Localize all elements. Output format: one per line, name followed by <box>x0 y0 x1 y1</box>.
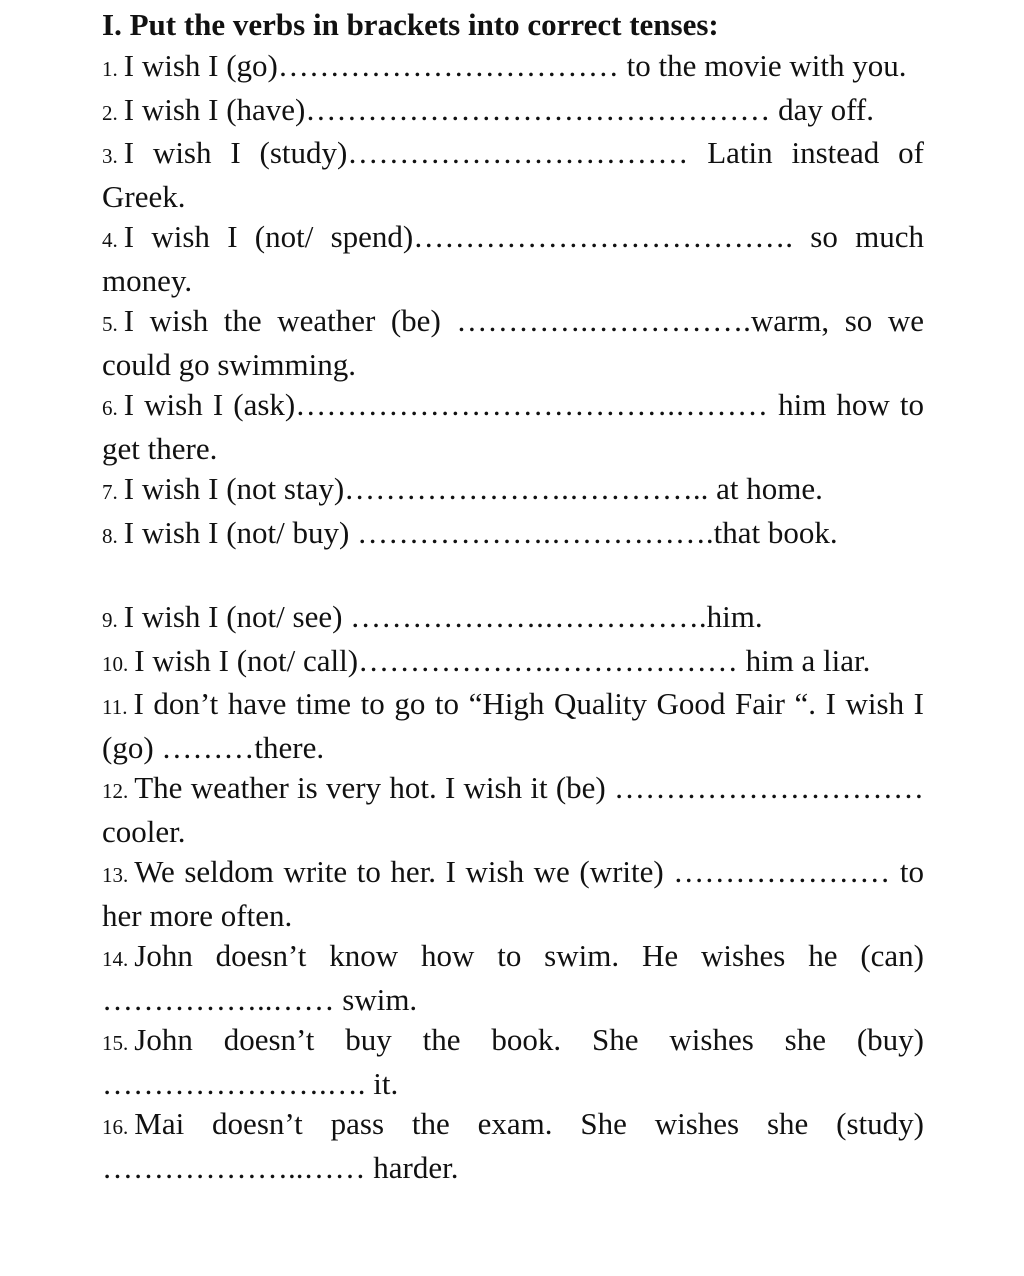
exercise-item-15 <box>102 1020 924 1104</box>
item-text: I wish the weather (be) ………….…………….warm, so we could go swimming. <box>102 303 924 382</box>
item-text: The weather is very hot. I wish it (be) ………………………… cooler. <box>102 770 924 849</box>
exercise-item-2 <box>102 90 924 134</box>
item-number: 1. <box>102 57 118 81</box>
exercise-item-6 <box>102 385 924 469</box>
exercise-item-10 <box>102 641 924 685</box>
item-number: 8. <box>102 523 118 548</box>
exercise-item-12 <box>102 768 924 852</box>
item-number: 2. <box>102 100 118 125</box>
item-number: 9. <box>102 608 118 632</box>
exercise-item-13 <box>102 852 924 936</box>
exercise-item-7 <box>102 469 924 513</box>
item-text: I wish I (not/ call)……………….……………… him a liar. <box>134 642 871 678</box>
exercise-item-1 <box>102 46 924 90</box>
item-text: John doesn’t know how to swim. He wishes he (can) ……………..…… swim. <box>102 938 924 1017</box>
item-text: Mai doesn’t pass the exam. She wishes she (study) ………………..…… harder. <box>102 1106 924 1185</box>
item-number: 4. <box>102 228 118 252</box>
item-number: 3. <box>102 144 118 168</box>
item-number: 6. <box>102 396 118 420</box>
item-number: 12. <box>102 779 129 803</box>
item-text: I wish I (study)…………………………… Latin instead of Greek. <box>102 135 924 214</box>
exercise-item-14 <box>102 936 924 1020</box>
item-text: John doesn’t buy the book. She wishes she (buy) ………………….…. it. <box>102 1022 924 1101</box>
item-text: I wish I (not/ buy) ……………….…………….that book. <box>123 514 838 550</box>
exercise-heading: I. Put the verbs in brackets into correct tenses: <box>102 7 719 42</box>
item-text: I wish I (ask)……………………………….……… him how to get there. <box>102 387 924 466</box>
item-number: 11. <box>102 695 128 719</box>
item-number: 15. <box>102 1031 129 1055</box>
exercise-item-11 <box>102 684 924 768</box>
item-number: 5. <box>102 312 118 336</box>
exercise-item-9 <box>102 597 924 641</box>
exercise-list <box>102 46 924 1188</box>
item-number: 16. <box>102 1115 129 1139</box>
item-number: 7. <box>102 480 118 504</box>
item-text: I wish I (not stay)………………….………….. at home. <box>123 471 823 506</box>
item-number: 10. <box>102 651 129 676</box>
exercise-item-4 <box>102 217 924 301</box>
item-text: I wish I (have)……………………………………… day off. <box>123 91 874 127</box>
item-text: I wish I (not/ spend)………………………………. so much money. <box>102 219 924 298</box>
exercise-item-16 <box>102 1104 924 1188</box>
exercise-item-5 <box>102 301 924 385</box>
exercise-item-8 <box>102 513 924 557</box>
item-number: 13. <box>102 863 129 887</box>
exercise-item-3 <box>102 133 924 217</box>
item-text: We seldom write to her. I wish we (write) ………………… to her more often. <box>102 854 924 933</box>
worksheet <box>102 4 924 1188</box>
item-text: I wish I (not/ see) ……………….…………….him. <box>123 599 763 634</box>
item-number: 14. <box>102 947 129 971</box>
item-text: I wish I (go)…………………………… to the movie with you. <box>123 48 907 83</box>
item-text: I don’t have time to go to “High Quality Good Fair “. I wish I (go) ………there. <box>102 686 924 765</box>
